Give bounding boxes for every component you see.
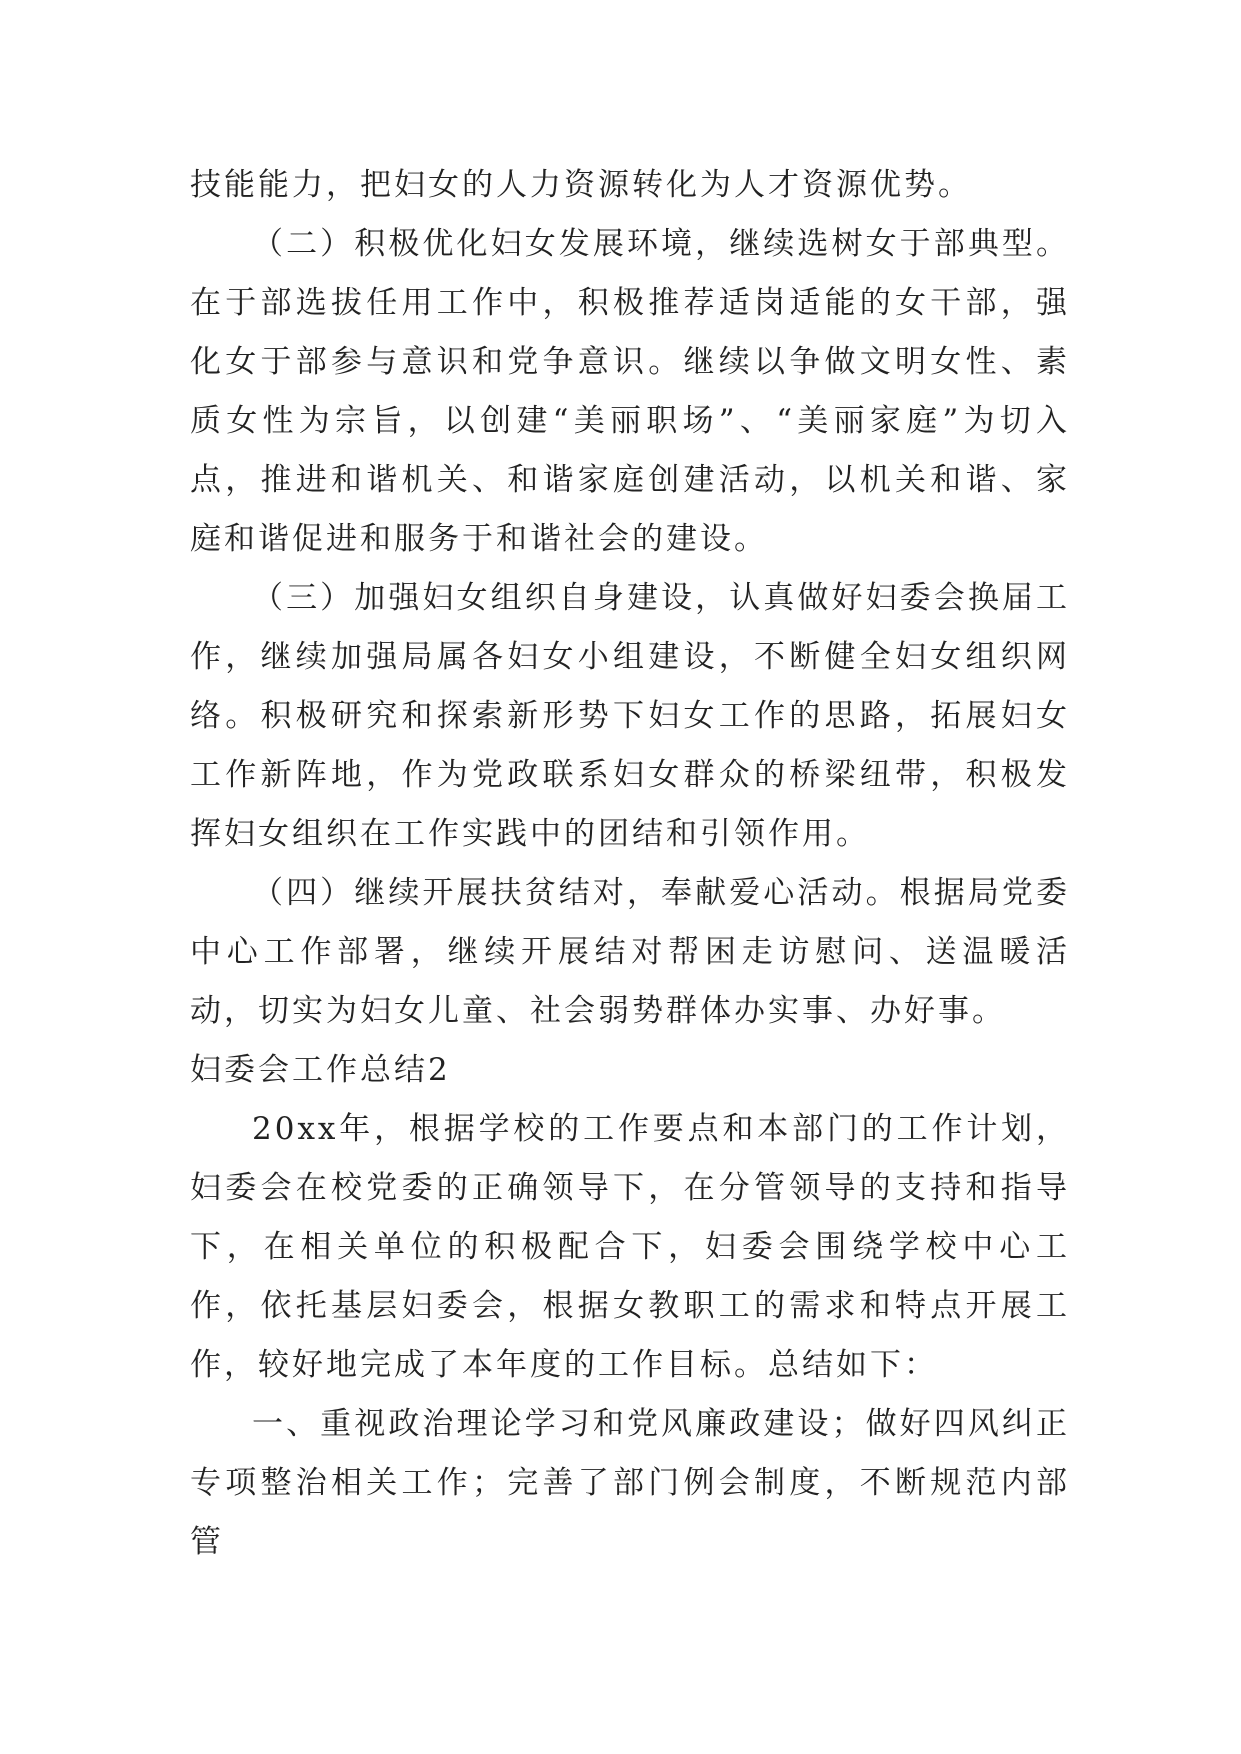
section-title: 妇委会工作总结2 bbox=[190, 1052, 451, 1088]
paragraph-continuation: 技能能力，把妇女的人力资源转化为人才资源优势。 bbox=[190, 167, 972, 203]
paragraph-item-4: （四）继续开展扶贫结对，奉献爱心活动。根据局党委中心工作部署，继续开展结对帮困走访慰问、送温暖活动，切实为妇女儿童、社会弱势群体办实事、办好事。 bbox=[190, 875, 1070, 1029]
paragraph-item-3: （三）加强妇女组织自身建设，认真做好妇委会换届工作，继续加强局属各妇女小组建设，不断健全妇女组织网络。积极研究和探索新形势下妇女工作的思路，拓展妇女工作新阵地，作为党政联系妇女群众的桥梁纽带，积极发挥妇女组织在工作实践中的团结和引领作用。 bbox=[190, 580, 1070, 852]
document-body bbox=[190, 156, 1070, 1572]
paragraph-item-2: （二）积极优化妇女发展环境，继续选树女于部典型。在于部选拔任用工作中，积极推荐适岗适能的女干部，强化女于部参与意识和党争意识。继续以争做文明女性、素质女性为宗旨，以创建“美丽职场”、“美丽家庭”为切入点，推进和谐机关、和谐家庭创建活动，以机关和谐、家庭和谐促进和服务于和谐社会的建设。 bbox=[190, 226, 1070, 557]
paragraph-point-1: 一、重视政治理论学习和党风廉政建设；做好四风纠正专项整治相关工作；完善了部门例会制度，不断规范内部管 bbox=[190, 1406, 1070, 1560]
paragraph-summary-intro: 20xx年，根据学校的工作要点和本部门的工作计划，妇委会在校党委的正确领导下，在分管领导的支持和指导下，在相关单位的积极配合下，妇委会围绕学校中心工作，依托基层妇委会，根据女教职工的需求和特点开展工作，较好地完成了本年度的工作目标。总结如下： bbox=[190, 1111, 1070, 1383]
